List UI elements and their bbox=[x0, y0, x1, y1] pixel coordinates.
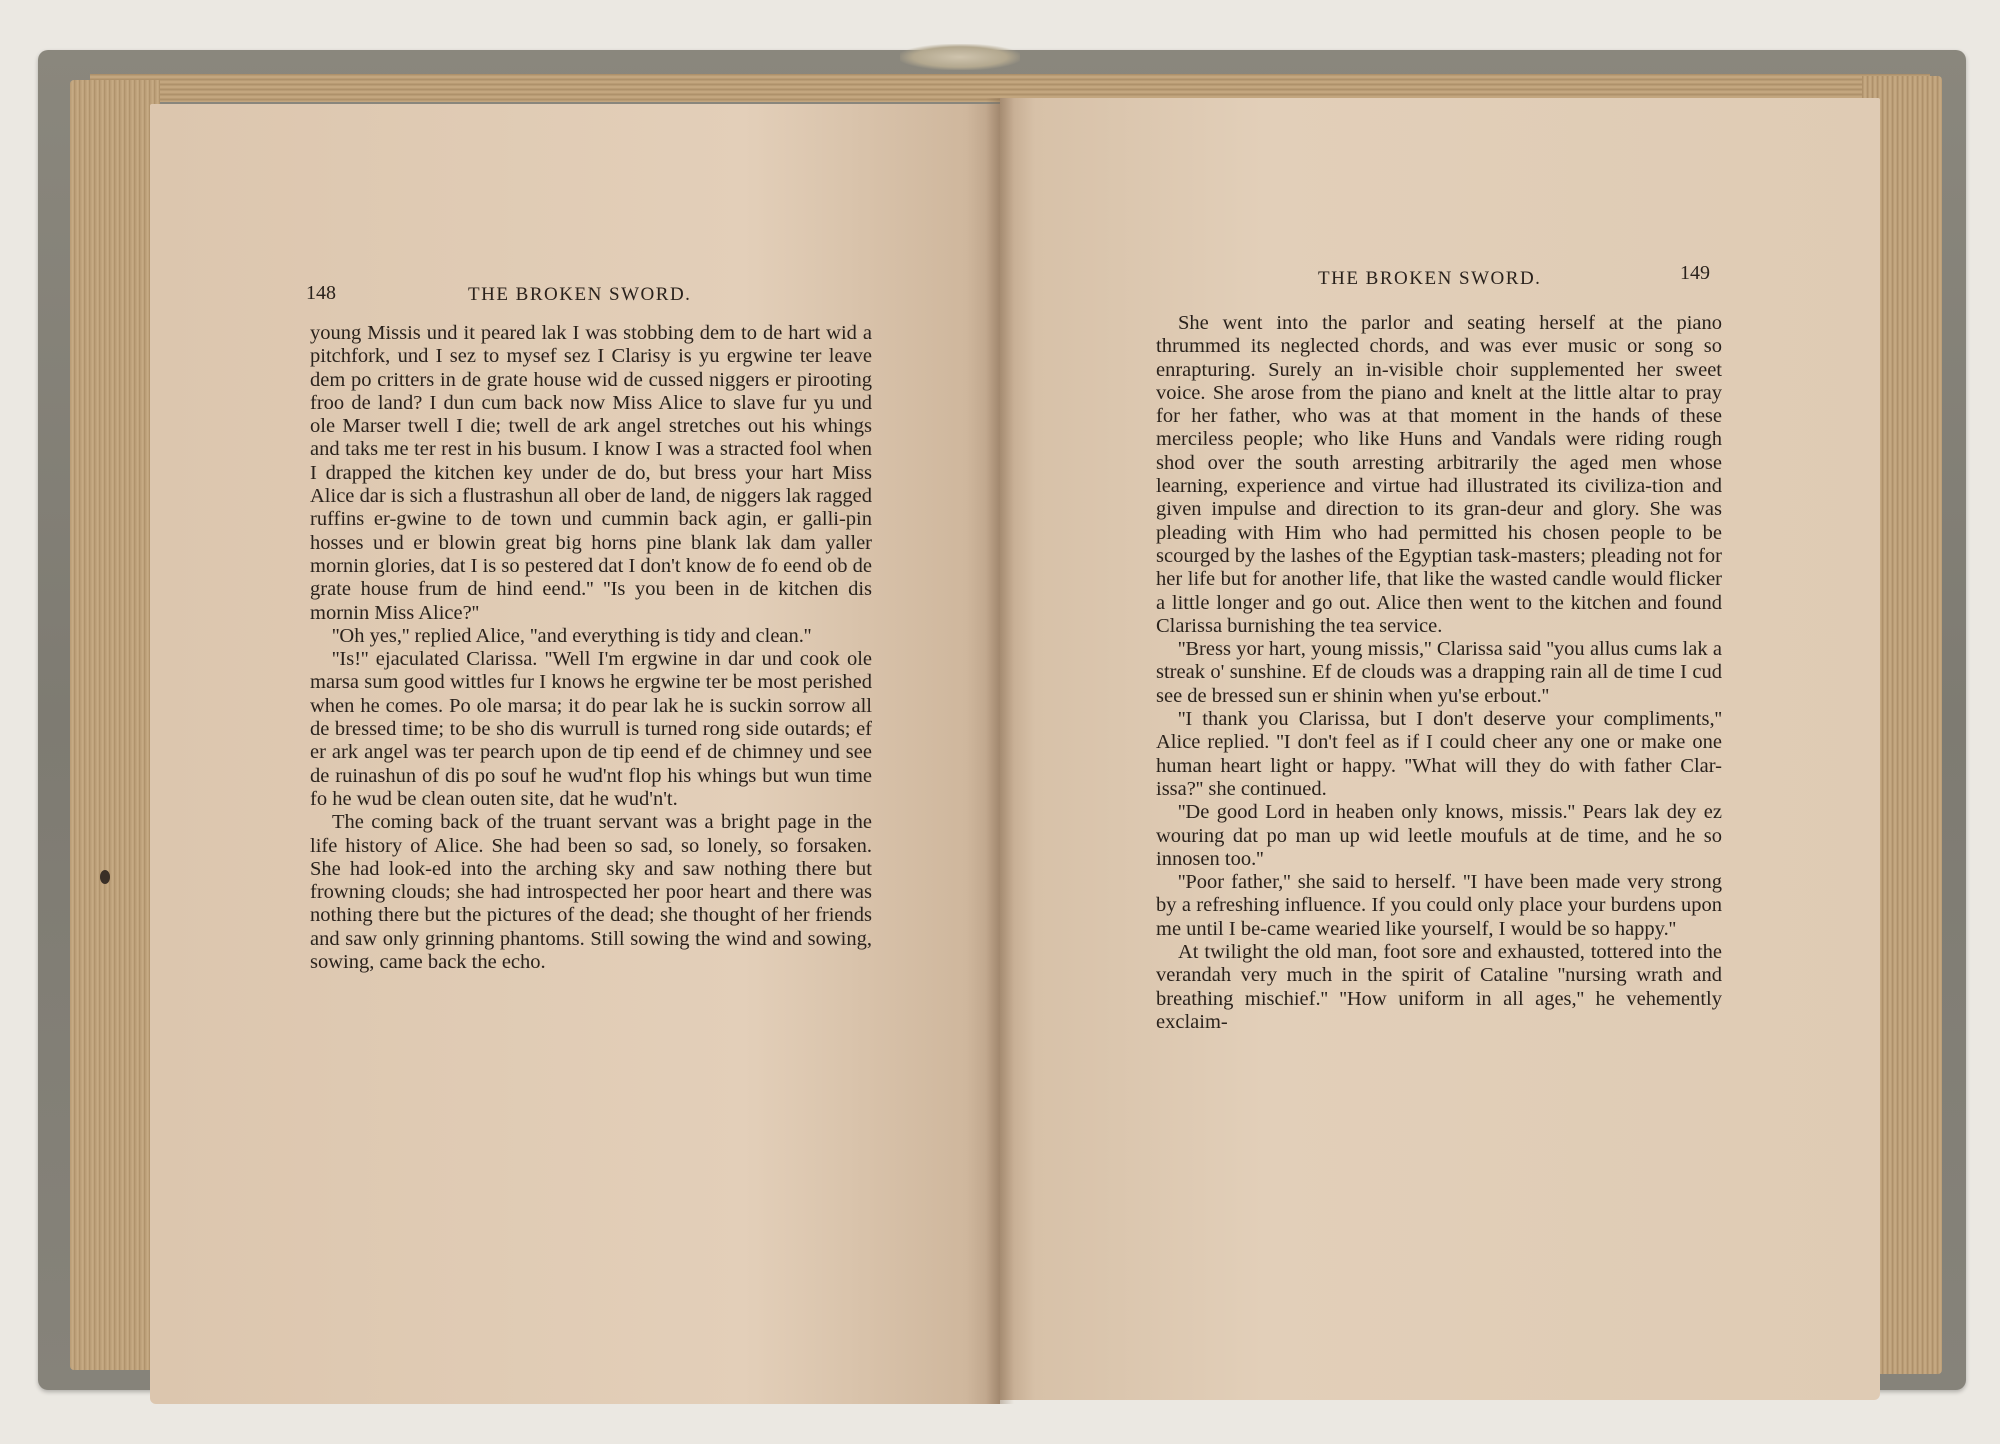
page-number: 148 bbox=[306, 282, 336, 304]
left-page bbox=[150, 104, 1000, 1404]
page-body bbox=[1156, 312, 1722, 1034]
spine-binding-thread bbox=[900, 44, 1020, 70]
ribbon-mark bbox=[100, 870, 110, 884]
paragraph: At twilight the old man, foot sore and exhausted, tottered into the verandah very much in the spirit of Cataline ''nursing wrath and breathing mischief.'' ''How uniform in all ages,'' he vehemently exclaim- bbox=[1156, 941, 1722, 1033]
paragraph: ''Poor father,'' she said to herself. ''I have been made very strong by a refreshing influence. If you could only place your burdens upon me until I be-came wearied like yourself, I would be so happy.'' bbox=[1156, 871, 1722, 940]
page-edges-left bbox=[70, 80, 160, 1370]
paragraph: The coming back of the truant servant was a bright page in the life history of Alice. She had been so sad, so lonely, so forsaken. She had look-ed into the arching sky and saw nothing there but frowning clouds; she had introspected her poor heart and there was nothing there but the pictures of the dead; she thought of her friends and saw only grinning phantoms. Still sowing the wind and sowing, sowing, came back the echo. bbox=[310, 811, 872, 974]
paragraph: ''De good Lord in heaben only knows, missis.'' Pears lak dey ez wouring dat po man up wid leetle moufuls at de time, and he so innosen too.'' bbox=[1156, 801, 1722, 870]
gutter-shadow bbox=[986, 98, 1014, 1404]
page-number: 149 bbox=[1680, 262, 1710, 284]
right-page bbox=[1000, 98, 1880, 1400]
paragraph: young Missis und it peared lak I was stobbing dem to de hart wid a pitchfork, und I sez to mysef sez I Clarisy is yu ergwine ter leave dem po critters in de grate house wid de cussed niggers er pirooting froo de land? I dun cum back now Miss Alice to slave fur yu und ole Marser twell I die; twell de ark angel stretches out his whings and taks me ter rest in his busum. I know I was a stracted fool when I drapped the kitchen key under de do, but bress your hart Miss Alice dar is sich a flustrashun all ober de land, de niggers lak ragged ruffins er-gwine to de town und cummin back agin, er galli-pin hosses und er blowin great big horns pine blank lak dam yaller mornin glories, dat I is so pestered dat I don't know de fo eend ob de grate house frum de hind eend.'' ''Is you been in de kitchen dis mornin Miss Alice?'' bbox=[310, 322, 872, 624]
running-head: THE BROKEN SWORD. bbox=[1318, 268, 1542, 289]
paragraph: ''Oh yes,'' replied Alice, ''and everything is tidy and clean.'' bbox=[332, 624, 812, 647]
running-head: THE BROKEN SWORD. bbox=[468, 284, 692, 305]
paragraph: ''Bress yor hart, young missis,'' Clarissa said ''you allus cums lak a streak o' sunshine. Ef de clouds was a drapping rain all de time I cud see de bressed sun er shinin when yu'se erbout.'' bbox=[1156, 638, 1722, 707]
page-body bbox=[310, 322, 872, 974]
paragraph: ''Is!'' ejaculated Clarissa. ''Well I'm ergwine in dar und cook ole marsa sum good wittles fur I knows he ergwine ter be most perished when he comes. Po ole marsa; it do pear lak he is suckin sorrow all de bressed time; to be sho dis wurrull is turned rong side outards; ef er ark angel was ter pearch upon de tip eend ef de chimney und see de ruinashun of dis po souf he wud'nt flop his whings but wun time fo he wud be clean outen site, dat he wud'n't. bbox=[310, 648, 872, 810]
paragraph: ''I thank you Clarissa, but I don't deserve your compliments,'' Alice replied. ''I don't feel as if I could cheer any one or make one human heart light or happy. ''What will they do with father Clar-issa?'' she continued. bbox=[1156, 708, 1722, 800]
paragraph: She went into the parlor and seating herself at the piano thrummed its neglected chords, and was ever music or song so enrapturing. Surely an in-visible choir supplemented her sweet voice. She arose from the piano and knelt at the little altar to pray for her father, who was at that moment in the hands of these merciless people; who like Huns and Vandals were riding rough shod over the south arresting arbitrarily the aged men whose learning, experience and virtue had illustrated its civiliza-tion and given impulse and direction to its gran-deur and glory. She was pleading with Him who had permitted his chosen people to be scourged by the lashes of the Egyptian task-masters; pleading not for her life but for another life, that like the wasted candle would flicker a little longer and go out. Alice then went to the kitchen and found Clarissa burnishing the tea service. bbox=[1156, 312, 1722, 637]
